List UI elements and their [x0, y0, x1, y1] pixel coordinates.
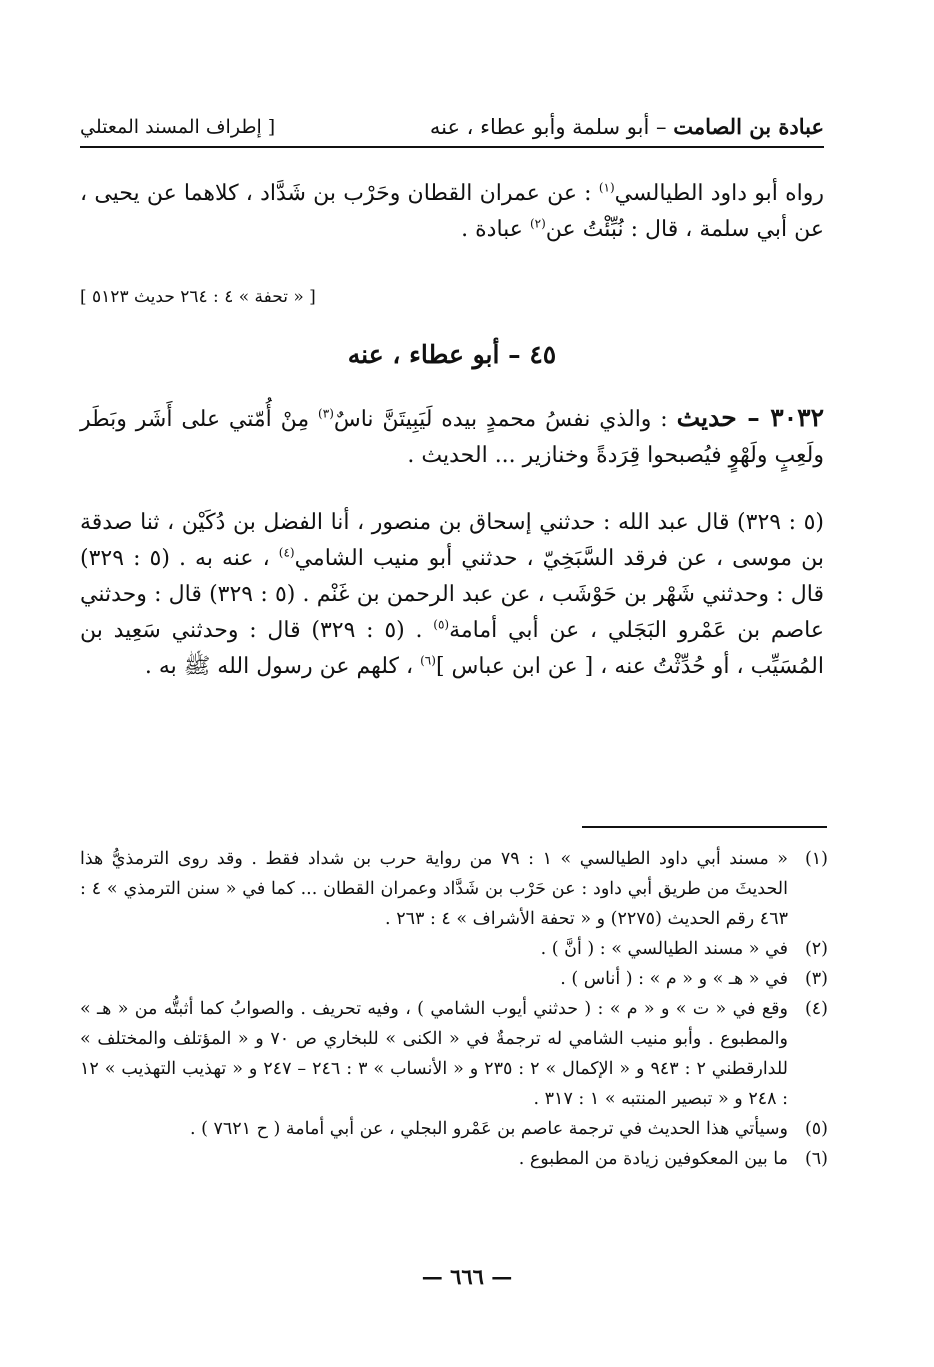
page-number: — ٦٦٦ — — [421, 1264, 513, 1289]
tuhfa-reference — [80, 284, 824, 310]
header-chapter-title-bold: عبادة بن الصامت — [673, 114, 824, 139]
intro-text-1: رواه أبو داود الطيالسي — [614, 181, 824, 206]
footnote-ref-3[interactable]: (٣) — [318, 406, 334, 421]
isnad-text-2: ، عنه به . (٥ : ٣٢٩) قال : وحدثني شَهْر بن حَوْشَب ، عن عبد الرحمن بن غَنْم . (٥ : ٣٢٩) قال : وحدثني عاصم بن عَمْرو البَجَلي ، عن أبي أمامة — [80, 546, 825, 643]
header-book-title: [ إطراف المسند المعتلي — [80, 116, 276, 138]
footnote-number: (٣) — [804, 969, 828, 989]
isnad-text-1: (٥ : ٣٢٩) قال عبد الله : حدثني إسحاق بن منصور ، أنا الفضل بن دُكَيْن ، ثنا صدقة بن موسى ، عن فرقد السَّبَخِيّ ، حدثني أبو منيب الشامي — [80, 510, 825, 571]
footnotes — [80, 844, 828, 1174]
header-chapter-title — [430, 114, 824, 139]
footnote-text: في « مسند الطيالسي » : ( أنَّ ) . — [540, 939, 788, 959]
footnote-number: (٢) — [804, 939, 828, 959]
hadith-text-2: مِنْ أُمّتي على أَشَر وبَطَر ولَعِبٍ ولَهْوٍ فيُصبحوا قِرَدةً وخنازير ... الحديث . — [80, 407, 824, 468]
footnote-ref-6[interactable]: (٦) — [420, 653, 436, 668]
isnad-paragraph — [80, 505, 824, 685]
footnote-ref-4[interactable]: (٤) — [278, 545, 295, 560]
running-header — [80, 112, 824, 148]
footnote-ref-2[interactable]: (٢) — [529, 216, 546, 231]
isnad-text-3: . (٥ : ٣٢٩) قال : وحدثني سَعِيد بن المُسَيِّب ، أو حُدِّثْتُ عنه ، [ عن ابن عباس ] — [80, 618, 824, 679]
footnote-separator — [582, 826, 827, 828]
header-chapter-title-rest: – أبو سلمة وأبو عطاء ، عنه — [429, 115, 667, 139]
tuhfa-reference-text: [ « تحفة » ٤ : ٢٦٤ حديث ٥١٢٣ ] — [80, 287, 316, 307]
footnote-number: (٤) — [804, 999, 828, 1019]
footnote-item — [80, 844, 828, 934]
footnote-text: ما بين المعكوفين زيادة من المطبوع . — [518, 1149, 788, 1169]
isnad-text-4: ، كلهم عن رسول الله ﷺ به . — [144, 654, 414, 679]
hadith-paragraph — [80, 400, 824, 474]
footnote-item — [80, 1144, 828, 1174]
hadith-number: ٣٠٣٢ – حديث — [676, 403, 824, 432]
footnote-number: (٦) — [804, 1149, 828, 1169]
footnote-item — [80, 964, 828, 994]
intro-paragraph — [80, 176, 824, 248]
footnote-ref-1[interactable]: (١) — [598, 180, 615, 195]
intro-text-3: عبادة . — [461, 217, 523, 242]
footnote-text: وقع في « ت » و « م » : ( حدثني أيوب الشامي ) ، وفيه تحريف . والصوابُ كما أثبتُّه من « هـ » والمطبوع . وأبو منيب الشامي له ترجمةٌ في « الكنى » للبخاري ص ٧٠ و « المؤتلف والمختلف » للدارقطني ٢ : ٩٤٣ و « الإكمال » ٢ : ٢٣٥ و « الأنساب » ٣ : ٢٤٦ – ٢٤٧ و « تهذيب التهذيب » ١٢ : ٢٤٨ و « تبصير المنتبه » ١ : ٣١٧ . — [80, 999, 788, 1109]
section-title: ٤٥ – أبو عطاء ، عنه — [347, 340, 557, 369]
hadith-text-1: : والذي نفسُ محمدٍ بيده لَيَبِيتَنَّ ناسٌ — [333, 407, 668, 432]
footnote-number: (١) — [804, 849, 828, 869]
footnote-number: (٥) — [804, 1119, 828, 1139]
footnote-item — [80, 934, 828, 964]
intro-text-2: : عن عمران القطان وحَرْب بن شَدَّاد ، كلاهما عن يحيى ، عن أبي سلمة ، قال : نُبِّئْتُ عن — [80, 181, 824, 242]
footnote-text: « مسند أبي داود الطيالسي » ١ : ٧٩ من رواية حرب بن شداد فقط . وقد روى الترمذيُّ هذا الحديثَ من طريق أبي داود : عن حَرْب بن شَدَّاد وعمران القطان ... كما في « سنن الترمذي » ٤ : ٤٦٣ رقم الحديث (٢٢٧٥) و « تحفة الأشراف » ٤ : ٢٦٣ . — [80, 849, 788, 929]
footnote-text: في « هـ » و « م » : ( أناس ) . — [560, 969, 788, 989]
footnote-item — [80, 1114, 828, 1144]
footnote-ref-5[interactable]: (٥) — [433, 617, 450, 632]
footnote-item — [80, 994, 828, 1114]
footnote-text: وسيأتي هذا الحديث في ترجمة عاصم بن عَمْرو البجلي ، عن أبي أمامة ( ح ٧٦٢١ ) . — [189, 1119, 788, 1139]
